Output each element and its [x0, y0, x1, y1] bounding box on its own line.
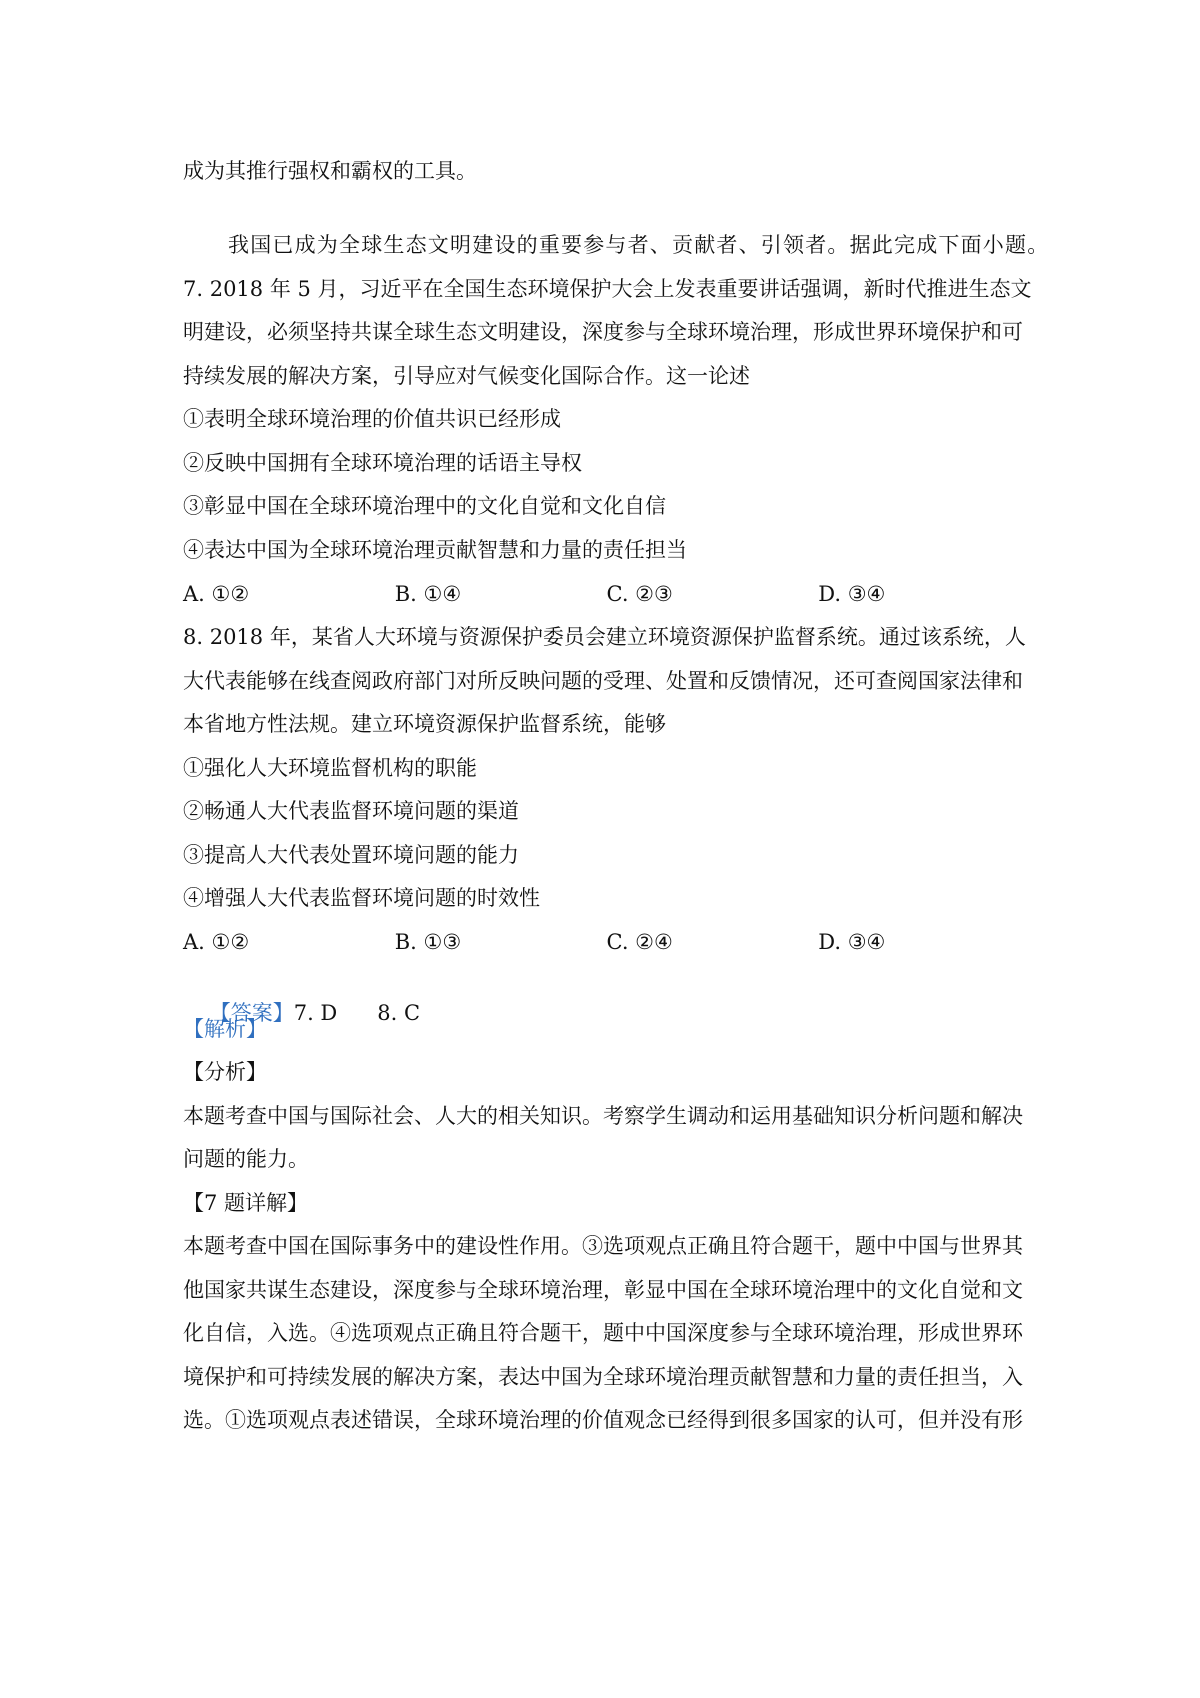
q8-statement: ①强化人大环境监督机构的职能 — [183, 756, 477, 780]
q7-option-b: B. ①④ — [394, 582, 462, 606]
fenxi-text-line: 本题考查中国与国际社会、人大的相关知识。考察学生调动和运用基础知识分析问题和解决 — [183, 1104, 1023, 1128]
answer-text: 7. D 8. C — [293, 1001, 421, 1025]
q8-option-d: D. ③④ — [818, 930, 886, 954]
previous-answer-tail: 成为其推行强权和霸权的工具。 — [183, 159, 477, 183]
group-intro: 我国已成为全球生态文明建设的重要参与者、贡献者、引领者。据此完成下面小题。 — [228, 233, 1050, 257]
q7-option-d: D. ③④ — [818, 582, 886, 606]
detail7-label: 【7 题详解】 — [183, 1191, 309, 1215]
q8-stem-line: 本省地方性法规。建立环境资源保护监督系统，能够 — [183, 712, 666, 736]
detail7-text-line: 本题考查中国在国际事务中的建设性作用。③选项观点正确且符合题干，题中中国与世界其 — [183, 1234, 1023, 1258]
q7-stem-line: 7. 2018 年 5 月，习近平在全国生态环境保护大会上发表重要讲话强调，新时代推进生态文 — [183, 277, 1032, 301]
q8-statement: ④增强人大代表监督环境问题的时效性 — [183, 886, 540, 910]
fenxi-label: 【分析】 — [183, 1060, 267, 1084]
q8-stem-line: 大代表能够在线查阅政府部门对所反映问题的受理、处置和反馈情况，还可查阅国家法律和 — [183, 669, 1023, 693]
q7-statement: ②反映中国拥有全球环境治理的话语主导权 — [183, 451, 582, 475]
q7-statement: ①表明全球环境治理的价值共识已经形成 — [183, 407, 561, 431]
q8-options — [183, 928, 1030, 956]
q8-option-a: A. ①② — [183, 930, 250, 954]
q8-stem-line: 8. 2018 年，某省人大环境与资源保护委员会建立环境资源保护监督系统。通过该系统，人 — [183, 625, 1026, 649]
q7-stem-line: 持续发展的解决方案，引导应对气候变化国际合作。这一论述 — [183, 364, 750, 388]
q8-option-c: C. ②④ — [606, 930, 673, 954]
q7-option-c: C. ②③ — [606, 582, 673, 606]
q7-statement: ④表达中国为全球环境治理贡献智慧和力量的责任担当 — [183, 538, 687, 562]
detail7-text-line: 他国家共谋生态建设，深度参与全球环境治理，彰显中国在全球环境治理中的文化自觉和文 — [183, 1278, 1023, 1302]
q8-statement: ②畅通人大代表监督环境问题的渠道 — [183, 799, 519, 823]
q8-statement: ③提高人大代表处置环境问题的能力 — [183, 843, 519, 867]
fenxi-text-line: 问题的能力。 — [183, 1147, 309, 1171]
answer-label: 【答案】 — [209, 1001, 294, 1025]
q7-stem-line: 明建设，必须坚持共谋全球生态文明建设，深度参与全球环境治理，形成世界环境保护和可 — [183, 320, 1023, 344]
q7-options — [183, 580, 1030, 608]
analysis-label: 【解析】 — [183, 1017, 267, 1041]
q7-statement: ③彰显中国在全球环境治理中的文化自觉和文化自信 — [183, 494, 666, 518]
detail7-text-line: 选。①选项观点表述错误，全球环境治理的价值观念已经得到很多国家的认可，但并没有形 — [183, 1408, 1023, 1432]
q7-option-a: A. ①② — [183, 582, 250, 606]
detail7-text-line: 境保护和可持续发展的解决方案，表达中国为全球环境治理贡献智慧和力量的责任担当，入 — [183, 1365, 1023, 1389]
q8-option-b: B. ①③ — [394, 930, 462, 954]
detail7-text-line: 化自信，入选。④选项观点正确且符合题干，题中中国深度参与全球环境治理，形成世界环 — [183, 1321, 1023, 1345]
